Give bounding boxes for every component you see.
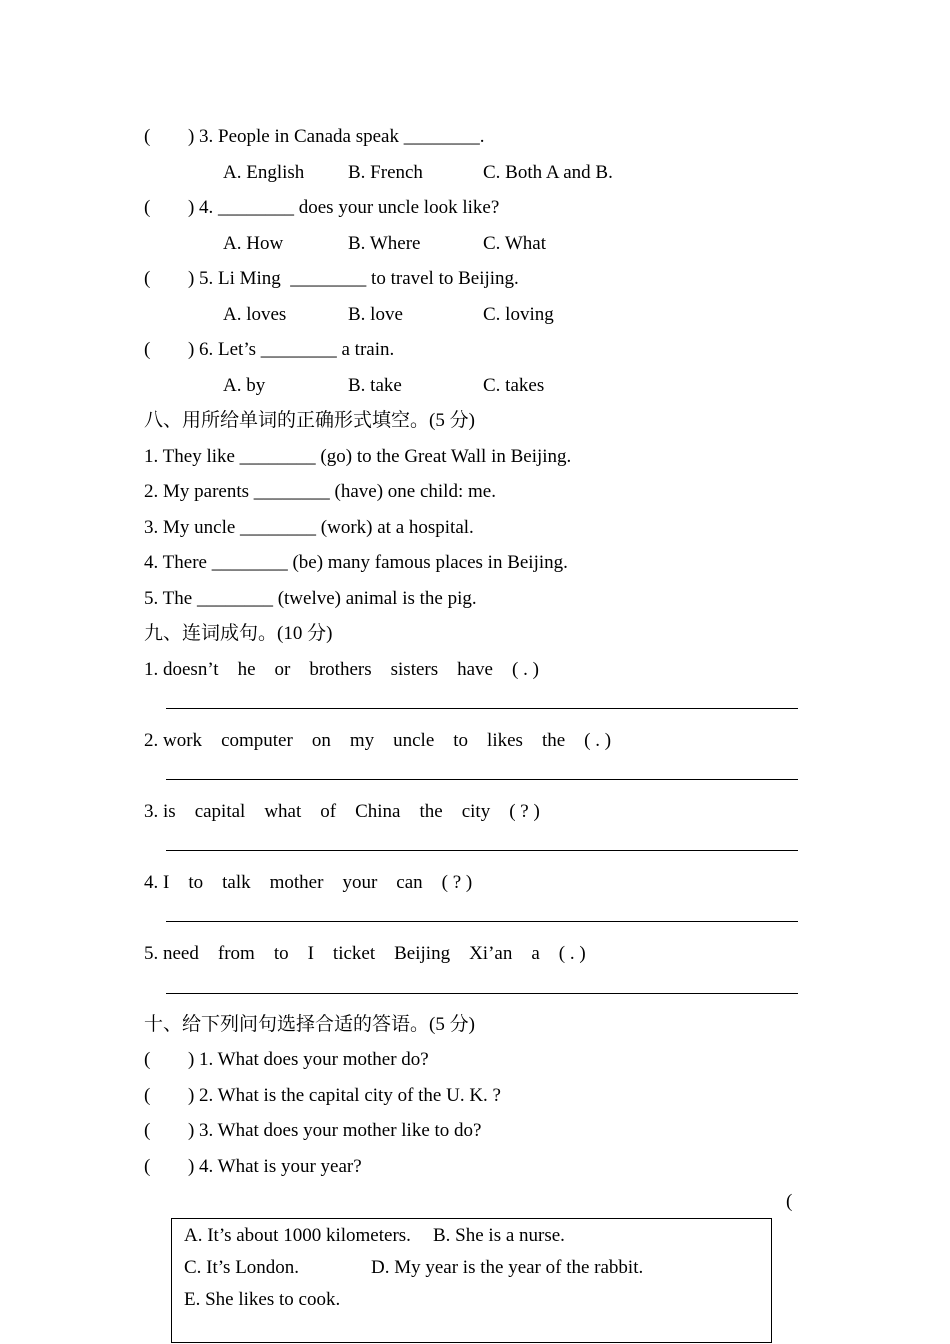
answer-paren-close: ) xyxy=(188,1120,195,1142)
fill-blank-text: 5. The ________ (twelve) animal is the pig. xyxy=(144,587,477,609)
section-10-question-4 xyxy=(144,1149,814,1185)
scrambled-word: I xyxy=(163,871,170,893)
exam-content xyxy=(144,119,814,1220)
scrambled-word: is xyxy=(163,800,176,822)
scrambled-word: Xi’an xyxy=(469,942,513,964)
fill-blank-text: 2. My parents ________ (have) one child: me. xyxy=(144,481,496,503)
scrambled-word: computer xyxy=(221,729,293,751)
section-8-item-3 xyxy=(144,510,814,546)
scrambled-word: mother xyxy=(269,871,324,893)
section-10-question-2 xyxy=(144,1078,814,1114)
option-b: B. love xyxy=(348,303,403,325)
item-number: 2. xyxy=(144,729,159,751)
scrambled-word: sisters xyxy=(390,658,439,680)
item-number: 4. xyxy=(144,871,159,893)
end-punctuation: ( . ) xyxy=(558,942,586,964)
answer-paren-open: ( xyxy=(144,1084,151,1106)
scrambled-word: to xyxy=(188,871,204,893)
answer-writing-line xyxy=(144,758,814,794)
scrambled-word: what xyxy=(264,800,302,822)
mc-options-5 xyxy=(144,297,814,333)
section-8-heading xyxy=(144,403,814,439)
end-punctuation: ( ? ) xyxy=(509,800,540,822)
answer-row-1 xyxy=(184,1220,771,1252)
answer-paren-open: ( xyxy=(144,126,151,148)
answer-option-d: D. My year is the year of the rabbit. xyxy=(371,1257,644,1278)
answer-underline xyxy=(166,779,798,780)
section-9-item-4 xyxy=(144,865,814,901)
scrambled-word: on xyxy=(311,729,331,751)
section-9-item-5 xyxy=(144,936,814,972)
scrambled-word: brothers xyxy=(309,658,372,680)
option-a: A. loves xyxy=(223,303,287,325)
question-text: 6. Let’s ________ a train. xyxy=(199,339,395,361)
answer-row-3 xyxy=(184,1284,771,1316)
fill-blank-text: 1. They like ________ (go) to the Great Wall in Beijing. xyxy=(144,445,572,467)
scrambled-word: from xyxy=(217,942,255,964)
question-text: 4. What is your year? xyxy=(199,1155,362,1177)
scrambled-word: likes xyxy=(487,729,523,751)
answer-paren-open: ( xyxy=(144,1049,151,1071)
scrambled-word: the xyxy=(419,800,443,822)
option-a: A. How xyxy=(223,232,284,254)
scrambled-word: capital xyxy=(194,800,246,822)
answer-writing-line xyxy=(144,971,814,1007)
scrambled-word: to xyxy=(453,729,469,751)
answer-paren-open: ( xyxy=(786,1191,793,1213)
section-heading: 九、连词成句。(10 分) xyxy=(144,623,333,645)
answer-writing-line xyxy=(144,829,814,865)
scrambled-word: to xyxy=(273,942,289,964)
scrambled-word: Beijing xyxy=(394,942,451,964)
mc-options-3 xyxy=(144,155,814,191)
section-8-item-4 xyxy=(144,545,814,581)
option-c: C. What xyxy=(483,232,546,254)
mc-question-4 xyxy=(144,190,814,226)
fill-blank-text: 4. There ________ (be) many famous places in Beijing. xyxy=(144,552,568,574)
answer-paren-open: ( xyxy=(144,268,151,290)
answer-writing-line xyxy=(144,900,814,936)
section-heading: 八、用所给单词的正确形式填空。(5 分) xyxy=(144,410,475,432)
answer-writing-line xyxy=(144,687,814,723)
fill-blank-text: 3. My uncle ________ (work) at a hospital. xyxy=(144,516,474,538)
section-10-next-line xyxy=(144,1184,814,1220)
answer-paren-close: ) xyxy=(188,197,195,219)
scrambled-word: your xyxy=(342,871,378,893)
mc-options-4 xyxy=(144,226,814,262)
option-b: B. Where xyxy=(348,232,421,254)
option-c: C. loving xyxy=(483,303,554,325)
answer-option-a: A. It’s about 1000 kilometers. xyxy=(184,1225,411,1246)
answer-paren-open: ( xyxy=(144,339,151,361)
scrambled-word: he xyxy=(237,658,256,680)
scrambled-word: I xyxy=(307,942,314,964)
scrambled-word: work xyxy=(163,729,203,751)
scrambled-word: or xyxy=(274,658,291,680)
section-8-item-1 xyxy=(144,439,814,475)
end-punctuation: ( ? ) xyxy=(441,871,473,893)
answer-underline xyxy=(166,850,798,851)
answer-paren-open: ( xyxy=(144,197,151,219)
scrambled-word: ticket xyxy=(332,942,376,964)
option-a: A. English xyxy=(223,161,305,183)
option-b: B. take xyxy=(348,374,402,396)
end-punctuation: ( . ) xyxy=(584,729,612,751)
mc-options-6 xyxy=(144,368,814,404)
mc-question-6 xyxy=(144,332,814,368)
section-heading: 十、给下列问句选择合适的答语。(5 分) xyxy=(144,1013,475,1035)
answer-option-b: B. She is a nurse. xyxy=(433,1225,565,1246)
answer-underline xyxy=(166,993,798,994)
mc-question-3 xyxy=(144,119,814,155)
answer-paren-close: ) xyxy=(188,268,195,290)
section-8-item-2 xyxy=(144,474,814,510)
section-10-question-3 xyxy=(144,1113,814,1149)
scrambled-word: uncle xyxy=(393,729,435,751)
item-number: 1. xyxy=(144,658,159,680)
scrambled-word: a xyxy=(531,942,540,964)
item-number: 5. xyxy=(144,942,159,964)
question-text: 4. ________ does your uncle look like? xyxy=(199,197,500,219)
option-c: C. Both A and B. xyxy=(483,161,613,183)
question-text: 3. What does your mother like to do? xyxy=(199,1120,482,1142)
answer-options-box xyxy=(171,1218,772,1343)
option-b: B. French xyxy=(348,161,423,183)
mc-question-5 xyxy=(144,261,814,297)
scrambled-word: need xyxy=(163,942,199,964)
question-text: 2. What is the capital city of the U. K. ? xyxy=(199,1084,501,1106)
scrambled-word: my xyxy=(349,729,375,751)
answer-option-c: C. It’s London. xyxy=(184,1257,300,1278)
scrambled-word: can xyxy=(396,871,423,893)
answer-paren-close: ) xyxy=(188,1084,195,1106)
answer-paren-close: ) xyxy=(188,1155,195,1177)
section-8-item-5 xyxy=(144,581,814,617)
scrambled-word: of xyxy=(320,800,337,822)
section-10-question-1 xyxy=(144,1042,814,1078)
item-number: 3. xyxy=(144,800,159,822)
option-a: A. by xyxy=(223,374,266,396)
answer-underline xyxy=(166,708,798,709)
question-text: 1. What does your mother do? xyxy=(199,1049,429,1071)
scrambled-word: China xyxy=(355,800,401,822)
section-9-item-2 xyxy=(144,723,814,759)
answer-option-e: E. She likes to cook. xyxy=(184,1289,341,1310)
answer-underline xyxy=(166,921,798,922)
section-9-item-3 xyxy=(144,794,814,830)
answer-paren-close: ) xyxy=(188,126,195,148)
scrambled-word: city xyxy=(461,800,491,822)
answer-row-2 xyxy=(184,1252,771,1284)
option-c: C. takes xyxy=(483,374,545,396)
scrambled-word: talk xyxy=(222,871,251,893)
answer-paren-open: ( xyxy=(144,1120,151,1142)
section-9-item-1 xyxy=(144,652,814,688)
section-9-heading xyxy=(144,616,814,652)
answer-paren-close: ) xyxy=(188,339,195,361)
answer-paren-close: ) xyxy=(188,1049,195,1071)
scrambled-word: the xyxy=(541,729,566,751)
section-10-heading xyxy=(144,1007,814,1043)
end-punctuation: ( . ) xyxy=(512,658,539,680)
question-text: 3. People in Canada speak ________. xyxy=(199,126,485,148)
scrambled-word: doesn’t xyxy=(163,658,219,680)
answer-paren-open: ( xyxy=(144,1155,151,1177)
question-text: 5. Li Ming ________ to travel to Beijing. xyxy=(199,268,519,290)
scrambled-word: have xyxy=(457,658,493,680)
